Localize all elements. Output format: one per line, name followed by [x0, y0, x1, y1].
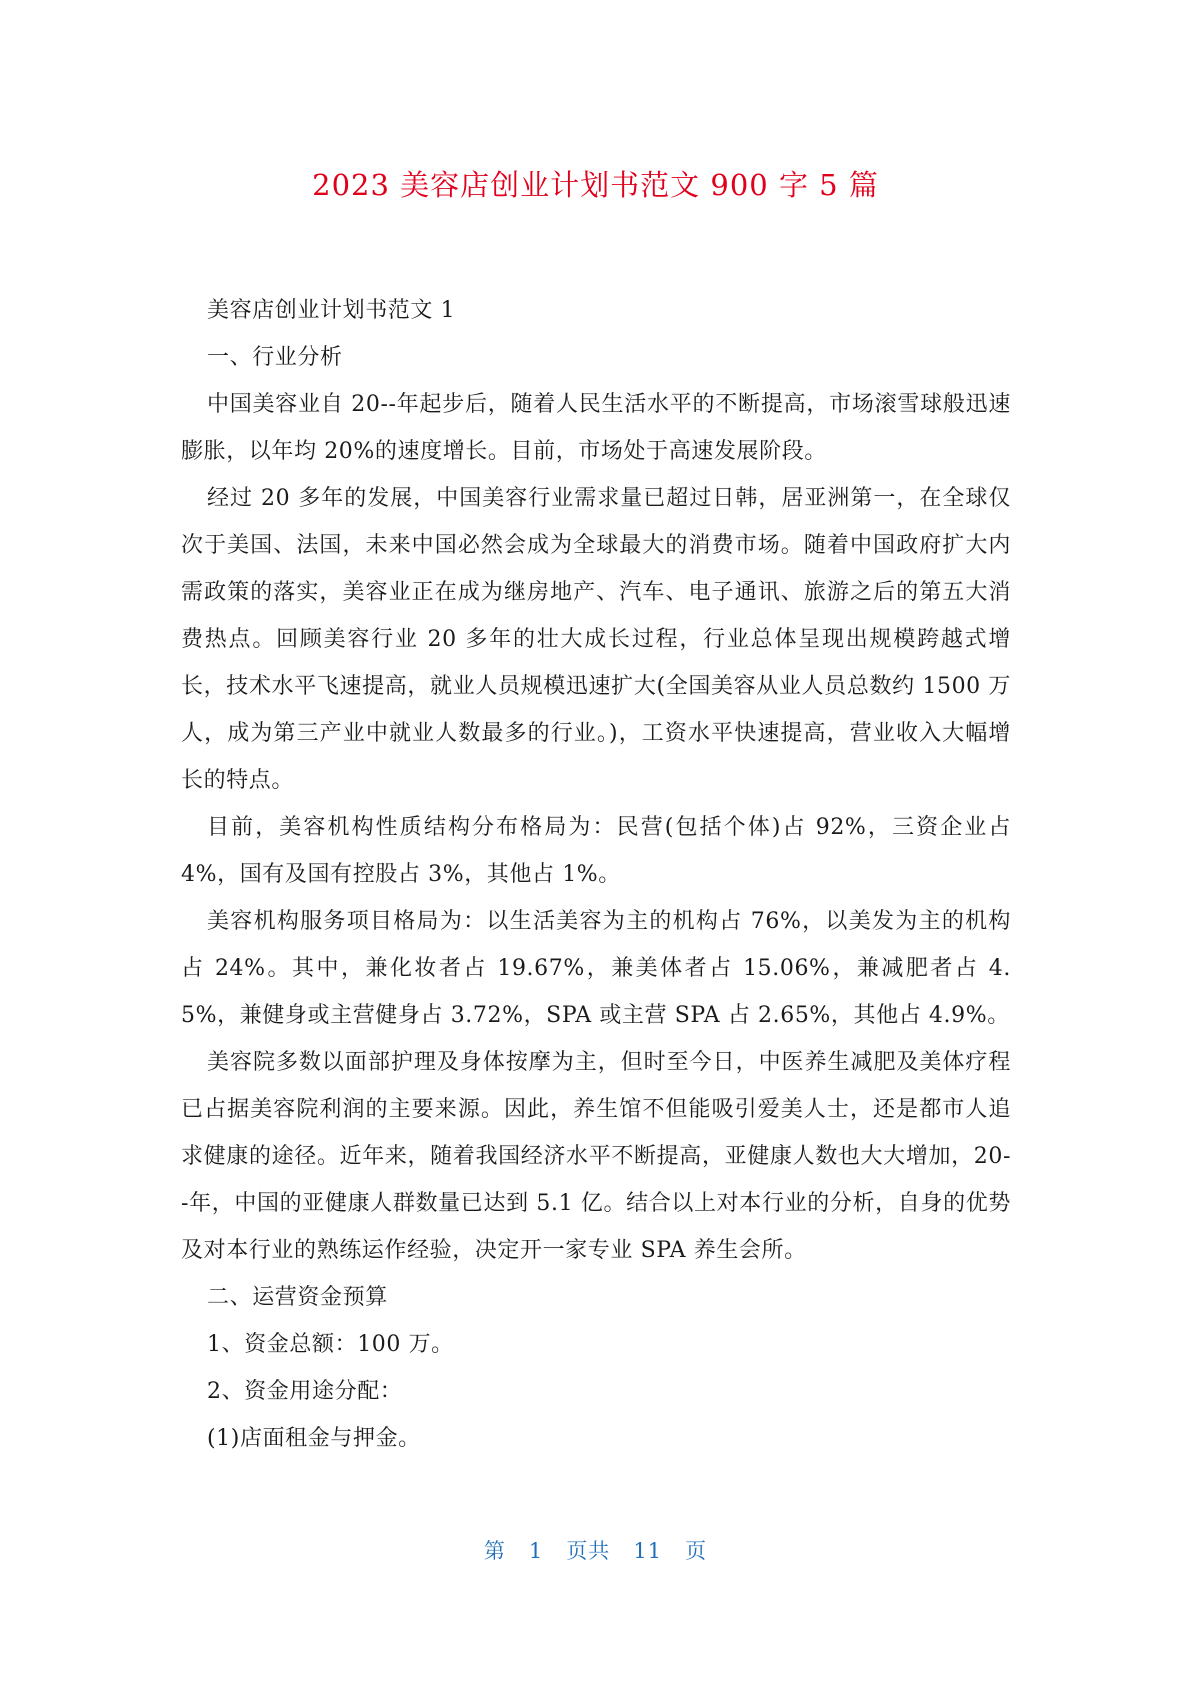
document-body [181, 287, 1011, 1462]
document-title: 2023 美容店创业计划书范文 900 字 5 篇 [312, 168, 879, 202]
body-paragraph: 中国美容业自 20--年起步后，随着人民生活水平的不断提高，市场滚雪球般迅速膨胀，以年均 20%的速度增长。目前，市场处于高速发展阶段。 [181, 392, 1011, 464]
page-middle: 页共 [566, 1539, 611, 1563]
body-paragraph: 经过 20 多年的发展，中国美容行业需求量已超过日韩，居亚洲第一，在全球仅次于美国、法国，未来中国必然会成为全球最大的消费市场。随着中国政府扩大内需政策的落实，美容业正在成为继房地产、汽车、电子通讯、旅游之后的第五大消费热点。回顾美容行业 20 多年的壮大成长过程，行业总体呈现出规模跨越式增长，技术水平飞速提高，就业人员规模迅速扩大(全国美容从业人员总数约 1500 万人，成为第三产业中就业人数最多的行业。)，工资水平快速提高，营业收入大幅增长的特点。 [181, 486, 1011, 793]
section-heading: 美容店创业计划书范文 1 [207, 298, 456, 323]
page-prefix: 第 [483, 1539, 506, 1563]
list-item: (1)店面租金与押金。 [207, 1426, 421, 1451]
list-item: 2、资金用途分配： [207, 1379, 403, 1404]
page-number: 1 [528, 1539, 544, 1563]
body-paragraph: 目前，美容机构性质结构分布格局为：民营(包括个体)占 92%，三资企业占 4%，国有及国有控股占 3%，其他占 1%。 [181, 815, 1011, 887]
page-footer [0, 1536, 1191, 1566]
list-item: 1、资金总额：100 万。 [207, 1332, 454, 1357]
total-pages: 11 [633, 1539, 663, 1563]
page-suffix: 页 [685, 1539, 708, 1563]
body-paragraph: 美容院多数以面部护理及身体按摩为主，但时至今日，中医养生减肥及美体疗程已占据美容院利润的主要来源。因此，养生馆不但能吸引爱美人士，还是都市人追求健康的途径。近年来，随着我国经济水平不断提高，亚健康人数也大大增加，20--年，中国的亚健康人群数量已达到 5.1 亿。结合以上对本行业的分析，自身的优势及对本行业的熟练运作经验，决定开一家专业 SPA 养生会所。 [181, 1050, 1011, 1263]
subsection-heading: 一、行业分析 [207, 345, 343, 370]
subsection-heading: 二、运营资金预算 [207, 1285, 388, 1310]
body-paragraph: 美容机构服务项目格局为：以生活美容为主的机构占 76%，以美发为主的机构占 24%。其中，兼化妆者占 19.67%，兼美体者占 15.06%，兼减肥者占 4.5%，兼健身或主营健身占 3.72%，SPA 或主营 SPA 占 2.65%，其他占 4.9%。 [181, 909, 1011, 1028]
